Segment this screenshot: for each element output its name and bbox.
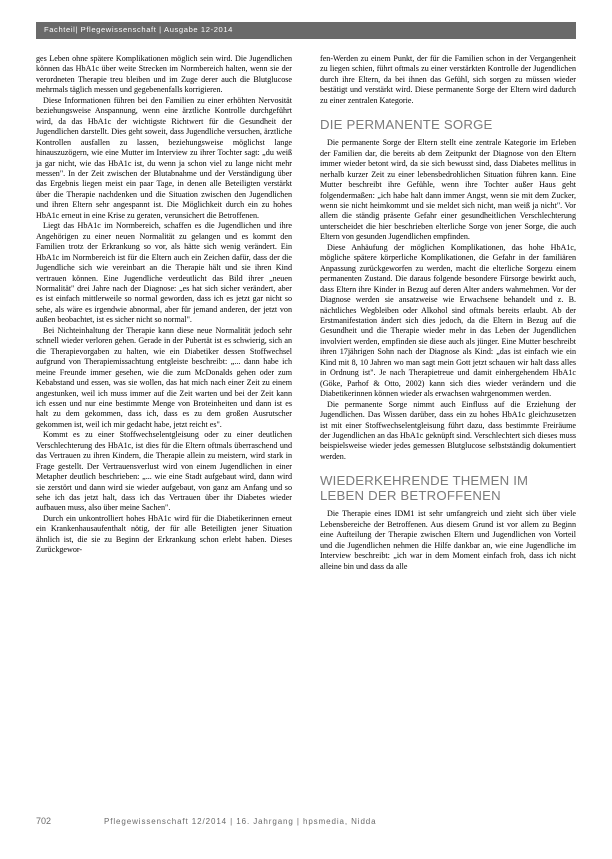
paragraph: fen-Werden zu einem Punkt, der für die Familien schon in der Vergangenheit zu liegen schien, führt oftmals zu einer verstärkten Kontrolle der Jugendlichen durch ihre Eltern, da bei ihnen das Gefühl, sich sorgen zu müssen wieder bestätigt und verstärkt wird. Diese permanente Sorge der Eltern wird dadurch zu einer zentralen Kategorie. — [320, 54, 576, 105]
header-breadcrumb: Fachteil| Pflegewissenschaft | Ausgabe 12-2014 — [44, 25, 234, 34]
paragraph: Kommt es zu einer Stoffwechselentgleisung oder zu einer deutlichen Verschlechterung des HbA1c, ist dies für die Eltern oftmals überraschend und das Vertrauen zu ihren Kindern, die Therapie allein zu meistern, wird stark in Frage gestellt. Der Vertrauensverlust wird von einem Jugendlichen in einer Metapher deutlich beschrieben: „... wie eine Stadt aufgebaut wird, dann wird sie zerstört und dann wird sie wieder aufgebaut, von ganz am Anfang und so sehe ich das jetzt halt, dass ich das Vertrauen über ihr Diabetes wieder aufbauen muss, also über meine Sachen". — [36, 430, 292, 513]
paragraph: Bei Nichteinhaltung der Therapie kann diese neue Normalität jedoch sehr schnell wieder verloren gehen. Gerade in der Pubertät ist es schwierig, sich an die Therapievorgaben zu halten, wie ein Diabetiker dessen Stoffwechsel aufgrund von Therapiemissachtung entgleiste beschreibt: „... dann habe ich meine Freunde immer gesehen, wie die zum McDonalds gehen oder zum Kebabstand und essen, was sie wollen, das hat mich nach einer Zeit zu einem angestunken, weil ich muss immer auf die Zeit warten und bei der Zeit kann ich essen und nur eine bestimmte Menge von Broteinheiten und dann ist es halt zu dem gekommen, dass ich, dass es zu dem großen Ausrutscher gekommen ist, weil ich mir gedacht habe, jetzt reicht es". — [36, 325, 292, 429]
paragraph: Diese Anhäufung der möglichen Komplikationen, das hohe HbA1c, mögliche spätere körperliche Komplikationen, die Gefahr in der familiären Anpassung zurückgeworfen zu werden, macht die elterliche Sorgezu einem permanenten Zustand. Die daraus folgende besondere Fürsorge bewirkt auch, dass Eltern ihre Kinder in Bezug auf deren Alter anders wahrnehmen. Vor der Diagnose werden sie ansatzweise wie Erwachsene behandelt und z. B. nächtliches Wegbleiben oder Alkohol sind oftmals bereits erlaubt. Ab der Erstmanifestation ändert sich dies jedoch, da die Eltern in Bezug auf die Gesundheit und die Therapie wieder mehr in das Leben der Jugendlichen involviert werden, empfinden sie diese auch als jünger. Eine Mutter beschreibt ihren 17jährigen Sohn nach der Diagnose als Kind: „das ist einfach wie ein Kind mit 8, 10 Jahren wo man sagt mein Gott jetzt schauen wir halt dass alles in Ordnung ist". Je nach Therapietreue und damit einhergehendem HbA1c (Göke, Parhof & Otto, 2002) kann sich dies wieder verändern und die Diabetikerinnen können wieder als erwachsen wahrgenommen werden. — [320, 242, 576, 399]
paragraph: Durch ein unkontrolliert hohes HbA1c wird für die Diabetikerinnen erneut ein Krankenhausaufenthalt nötig, der für alle Beteiligten jener Situation ähnlich ist, die sie zu Beginn der Erkrankung schon erlebt haben. Dieses Zurückgewor- — [36, 513, 292, 555]
paragraph: Die permanente Sorge der Eltern stellt eine zentrale Kategorie im Erleben der Familien dar, die bereits ab dem Zeitpunkt der Diagnose von den Eltern immer wieder betont wird, da sie sich bewusst sind, dass Diabetes mellitus in nerhalb kurzer Zeit zu einer lebensbedrohlichen Situation führen kann. Eine Mutter beschreibt ihre Gefühle, wenn ihre Tochter außer Haus geht folgendermaßen: „ich habe halt dann immer Angst, wenn sie mit dem Zucker, wenn sie nicht heimkommt und sie meldet sich nicht, man weiß ja nicht". Vor allem die ständig präsente Gefahr einer gesundheitlichen Verschlechterung unterscheidet die hier beschrieben elterliche Sorge von jener Sorge, die auch Eltern von gesunden Jugendlichen empfinden. — [320, 138, 576, 242]
paragraph: ges Leben ohne spätere Komplikationen möglich sein wird. Die Jugendlichen können das HbA1c über weite Strecken im Normbereich halten, wenn sie der verordneten Therapie treu bleiben und im Zuge derer auch die Blutglucose mehrmals täglich messen und gegebenenfalls korrigieren. — [36, 54, 292, 95]
section-heading-wiederkehrende-themen: WIEDERKEHRENDE THEMEN IM LEBEN DER BETROFFENEN — [320, 473, 529, 504]
paragraph: Die permanente Sorge nimmt auch Einfluss auf die Erziehung der Jugendlichen. Das Wissen darüber, dass ein zu hohes HbA1c gleichzusetzen ist mit einer Stoffwechselentgleisung führt dazu, dass bestimmte Freiräume der Jugendlichen an das HbA1c geknüpft sind. Verschlechtert sich dieses muss beispielsweise wieder jedes gemessen Blutglucose selbstständig dokumentiert werden. — [320, 399, 576, 461]
column-left — [36, 54, 292, 798]
column-right — [320, 54, 576, 798]
page-number: 702 — [36, 816, 52, 826]
footer-citation: Pflegewissenschaft 12/2014 | 16. Jahrgang | hpsmedia, Nidda — [104, 817, 377, 826]
paragraph: Diese Informationen führen bei den Familien zu einer erhöhten Nervosität beziehungsweise Anspannung, wenn eine ärztliche Kontrolle durchgeführt wird, da das HbA1c der wichtigste Richtwert für die Gesundheit der Jugendlichen darstellt. Dies geht soweit, dass Jugendliche versuchen, ärztliche Kontrollen ausfallen zu lassen, beziehungsweise möglichst lange hinauszuzögern, wie eine Mutter im Interview zu ihrer Tochter sagt: „du weiß ja gar nicht, wie das HbA1c ist, du wenn ja schon viel zu lange nicht mehr messen". In der Zeit zwischen der Blutabnahme und der Verständigung über das Ergebnis liegen meist ein paar Tage, in denen alle Beteiligten verstärkt über die Therapie nachdenken und die Situation zwischen den Jugendlichen und ihren Eltern sehr angespannt ist. Die Möglichkeit durch ein zu hohes HbA1c erneut in eine Krise zu geraten, verunsichert die Betroffenen. — [36, 95, 292, 220]
paragraph: Die Therapie eines IDM1 ist sehr umfangreich und zieht sich über viele Lebensbereiche der Betroffenen. Aus diesem Grund ist vor allem zu Beginn eine Aufteilung der Therapie zwischen Eltern und Jugendlichen von Vorteil und die Jugendlichen nehmen die Hilfe dankbar an, wie eine Jugendliche im Interview beschreibt: „ich war in dem Moment einfach froh, dass ich nicht alleine bin und dass da alle — [320, 509, 576, 571]
section-heading-permanente-sorge: DIE PERMANENTE SORGE — [320, 117, 493, 133]
article-body — [36, 54, 576, 798]
page-header-bar — [36, 22, 576, 39]
page-footer — [36, 816, 576, 830]
paragraph: Liegt das HbA1c im Normbereich, schaffen es die Jugendlichen und ihre Angehörigen zu einer neuen Normalität zu gelangen und es kommt den Familien trotz der Erkrankung so vor, als hätte sich wenig verändert. Ein HbA1c im Normbereich ist für die Eltern auch ein Zeichen dafür, dass der die Jugendliche sich wie vereinbart an die Therapie hält und sie ihren Kind vertrauen können. Eine Jugendliche verdeutlicht das Bild ihrer „neuen Normalität" drei Jahre nach der Diagnose: „es hat sich sicher verändert, aber es ist einfach mittlerweile so normal geworden, dass ich es jetzt gar nicht so sehe, als wäre es irgendwie abnormal, aber für jemand anderen, der jetzt von außen beobachtet, ist es sicher nicht so normal". — [36, 221, 292, 325]
